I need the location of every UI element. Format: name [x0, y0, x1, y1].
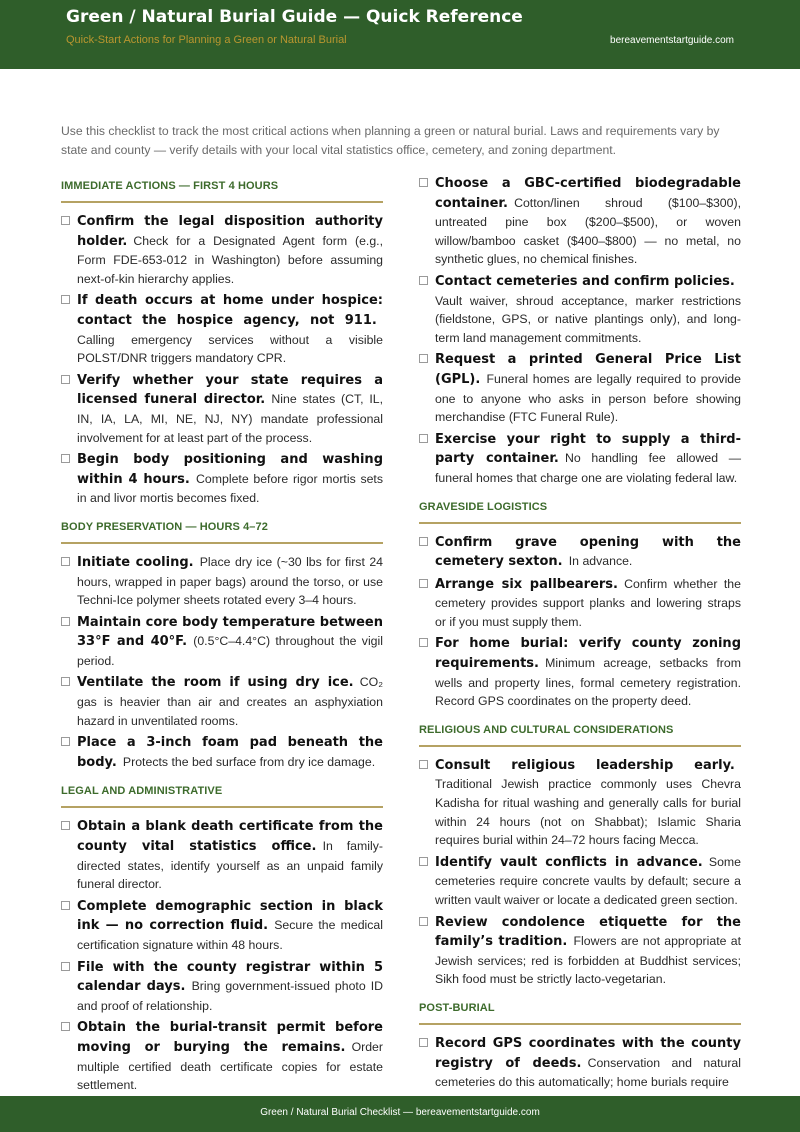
section-heading: BODY PRESERVATION — HOURS 4–72	[61, 515, 383, 544]
checklist-item	[419, 350, 741, 426]
item-detail: Calling emergency services without a visible POLST/DNR triggers mandatory CPR.	[77, 332, 383, 366]
item-lead: Consult religious leadership early.	[435, 757, 735, 773]
item-lead: Verify whether your state requires a licensed funeral director.	[77, 372, 383, 408]
checklist-item	[419, 634, 741, 710]
section-heading: GRAVESIDE LOGISTICS	[419, 495, 741, 524]
checklist-item	[61, 958, 383, 1016]
checklist-item	[61, 450, 383, 508]
checkbox[interactable]	[419, 276, 428, 285]
checkbox[interactable]	[61, 901, 70, 910]
item-lead: Review condolence etiquette for the family’s tradition.	[435, 914, 741, 950]
checklist-item	[61, 212, 383, 288]
item-lead: Confirm the legal disposition authority holder.	[77, 214, 383, 249]
item-detail: Secure the medical certification signature within 48 hours.	[77, 918, 383, 952]
checklist-item	[419, 575, 741, 632]
item-lead: Identify vault conflicts in advance.	[435, 854, 703, 870]
checklist-item	[61, 613, 383, 671]
checkbox[interactable]	[419, 537, 428, 546]
section-heading: RELIGIOUS AND CULTURAL CONSIDERATIONS	[419, 718, 741, 747]
checkbox[interactable]	[61, 375, 70, 384]
item-lead: Complete demographic section in black ink — no correction fluid.	[77, 898, 383, 934]
item-detail: Cotton/linen shroud ($100–$300), untreated pine box ($200–$500), or woven willow/bamboo casket ($400–$800) — no metal, no synthetic glues, no chemical finishes.	[435, 195, 741, 267]
site-url: bereavementstartguide.com	[610, 35, 734, 46]
item-detail: Complete before rigor mortis sets in and livor mortis becomes fixed.	[77, 471, 383, 506]
item-lead: Record GPS coordinates with the county registry of deeds.	[435, 1035, 741, 1071]
item-lead: Ventilate the room if using dry ice.	[77, 675, 354, 691]
footer-text: Green / Natural Burial Checklist — bereavementstartguide.com	[260, 1107, 540, 1118]
page-footer	[0, 1096, 800, 1132]
checkbox[interactable]	[419, 638, 428, 647]
item-detail: Check for a Designated Agent form (e.g., Form FDE-653-012 in Washington) before assuming next-of-kin hierarchy applies.	[77, 233, 383, 286]
checkbox[interactable]	[419, 1038, 428, 1047]
item-lead: Begin body positioning and washing within 4 hours.	[77, 452, 383, 487]
checkbox[interactable]	[61, 1022, 70, 1031]
section-heading: POST-BURIAL	[419, 996, 741, 1025]
checkbox[interactable]	[61, 677, 70, 686]
checkbox[interactable]	[419, 178, 428, 187]
page-subtitle: Quick-Start Actions for Planning a Green or Natural Burial	[66, 34, 347, 46]
checkbox[interactable]	[61, 617, 70, 626]
item-detail: In advance.	[568, 554, 633, 569]
item-detail: (0.5°C–4.4°C) throughout the vigil period.	[77, 634, 383, 668]
page-title: Green / Natural Burial Guide — Quick Reference	[66, 7, 523, 27]
item-detail: Nine states (CT, IL, IN, IA, LA, MI, NE, NJ, NY) mandate professional involvement for at least part of the process.	[77, 392, 383, 445]
intro-text: Use this checklist to track the most critical actions when planning a green or natural burial. Laws and requirements vary by state and county — verify details with your local vital statistics office, cemetery, and zoning department.	[61, 124, 720, 157]
checkbox[interactable]	[419, 354, 428, 363]
item-detail: CO₂ gas is heavier than air and creates an asphyxiation hazard in unventilated rooms.	[77, 675, 383, 728]
checklist-item	[419, 1034, 741, 1092]
item-detail: Conservation and natural cemeteries do this automatically; home burials require	[435, 1055, 742, 1090]
checkbox[interactable]	[419, 434, 428, 443]
section-heading: LEGAL AND ADMINISTRATIVE	[61, 779, 383, 808]
checklist-item	[419, 174, 741, 269]
item-detail: Confirm whether the cemetery provides support planks and lowering straps or if you must supply them.	[435, 576, 741, 629]
item-detail: Some cemeteries require concrete vaults by default; secure a written vault waiver or locate a dedicated green section.	[435, 854, 741, 907]
item-lead: If death occurs at home under hospice: contact the hospice agency, not 911.	[77, 293, 383, 328]
section-heading: IMMEDIATE ACTIONS — FIRST 4 HOURS	[61, 174, 383, 203]
checklist-item	[419, 272, 741, 347]
item-lead: For home burial: verify county zoning requirements.	[435, 636, 741, 672]
item-lead: Choose a GBC-certified biodegradable container.	[435, 176, 741, 211]
item-lead: Confirm grave opening with the cemetery sexton.	[435, 534, 741, 570]
checklist-item	[419, 756, 741, 850]
item-detail: No handling fee allowed — funeral homes that charge one are violating federal law.	[435, 451, 741, 485]
checkbox[interactable]	[61, 557, 70, 566]
left-column	[61, 174, 383, 1132]
checkbox[interactable]	[61, 962, 70, 971]
item-lead: Initiate cooling.	[77, 554, 194, 570]
checklist-item	[61, 673, 383, 730]
item-lead: Maintain core body temperature between 33°F and 40°F.	[77, 614, 383, 650]
page-header	[0, 0, 800, 69]
checkbox[interactable]	[61, 216, 70, 225]
item-lead: File with the county registrar within 5 calendar days.	[77, 959, 383, 995]
item-lead: Exercise your right to supply a third-party container.	[435, 431, 741, 467]
checklist-item	[419, 430, 741, 488]
item-lead: Arrange six pallbearers.	[435, 576, 618, 592]
item-lead: Obtain the burial-transit permit before moving or burying the remains.	[77, 1020, 383, 1055]
checklist-item	[61, 371, 383, 447]
checklist-item	[61, 817, 383, 893]
item-detail: Flowers are not appropriate at Jewish services; red is forbidden at Buddhist services; Sikh food must be strictly lacto-vegetarian.	[435, 934, 741, 987]
right-column	[419, 174, 741, 1099]
checklist-item	[61, 1018, 383, 1094]
checklist-item	[419, 533, 741, 572]
item-detail: In family-directed states, identify yourself as an unpaid family funeral director.	[77, 839, 383, 892]
checkbox[interactable]	[419, 579, 428, 588]
item-detail: Protects the bed surface from dry ice damage.	[122, 754, 376, 769]
item-detail: Minimum acreage, setbacks from wells and property lines, formal cemetery registration. Record GPS coordinates on the property deed.	[435, 656, 741, 709]
item-lead: Place a 3-inch foam pad beneath the body.	[77, 735, 383, 770]
item-detail: Order multiple certified death certificate copies for estate settlement.	[77, 1039, 383, 1093]
checklist-item	[61, 897, 383, 955]
item-lead: Obtain a blank death certificate from the county vital statistics office.	[77, 819, 383, 855]
item-lead: Request a printed General Price List (GPL).	[435, 352, 741, 387]
item-lead: Contact cemeteries and confirm policies.	[435, 273, 735, 289]
checkbox[interactable]	[61, 454, 70, 463]
item-detail: Place dry ice (~30 lbs for first 24 hours, wrapped in paper bags) around the torso, or use Techni-Ice polymer sheets rotated every 3–4 hours.	[77, 554, 383, 608]
checklist-item	[419, 913, 741, 989]
checkbox[interactable]	[419, 760, 428, 769]
checkbox[interactable]	[61, 821, 70, 830]
item-detail: Bring government-issued photo ID and proof of relationship.	[77, 979, 383, 1013]
checklist-item	[419, 853, 741, 910]
checklist-item	[61, 733, 383, 772]
item-detail: Vault waiver, shroud acceptance, marker restrictions (fieldstone, GPS, or native plantings only), and long-term land management commitments.	[435, 293, 741, 345]
checkbox[interactable]	[419, 857, 428, 866]
item-detail: Traditional Jewish practice commonly uses Chevra Kadisha for ritual washing and generally calls for burial within 24 hours (not on Shabbat); Islamic Sharia requires burial within 24–72 hours facing Mecca.	[435, 777, 741, 848]
checkbox[interactable]	[419, 917, 428, 926]
item-detail: Funeral homes are legally required to provide one to anyone who asks in person before showing merchandise (FTC Funeral Rule).	[435, 371, 741, 425]
checkbox[interactable]	[61, 737, 70, 746]
checkbox[interactable]	[61, 295, 70, 304]
checklist-item	[61, 291, 383, 367]
checklist-item	[61, 553, 383, 610]
